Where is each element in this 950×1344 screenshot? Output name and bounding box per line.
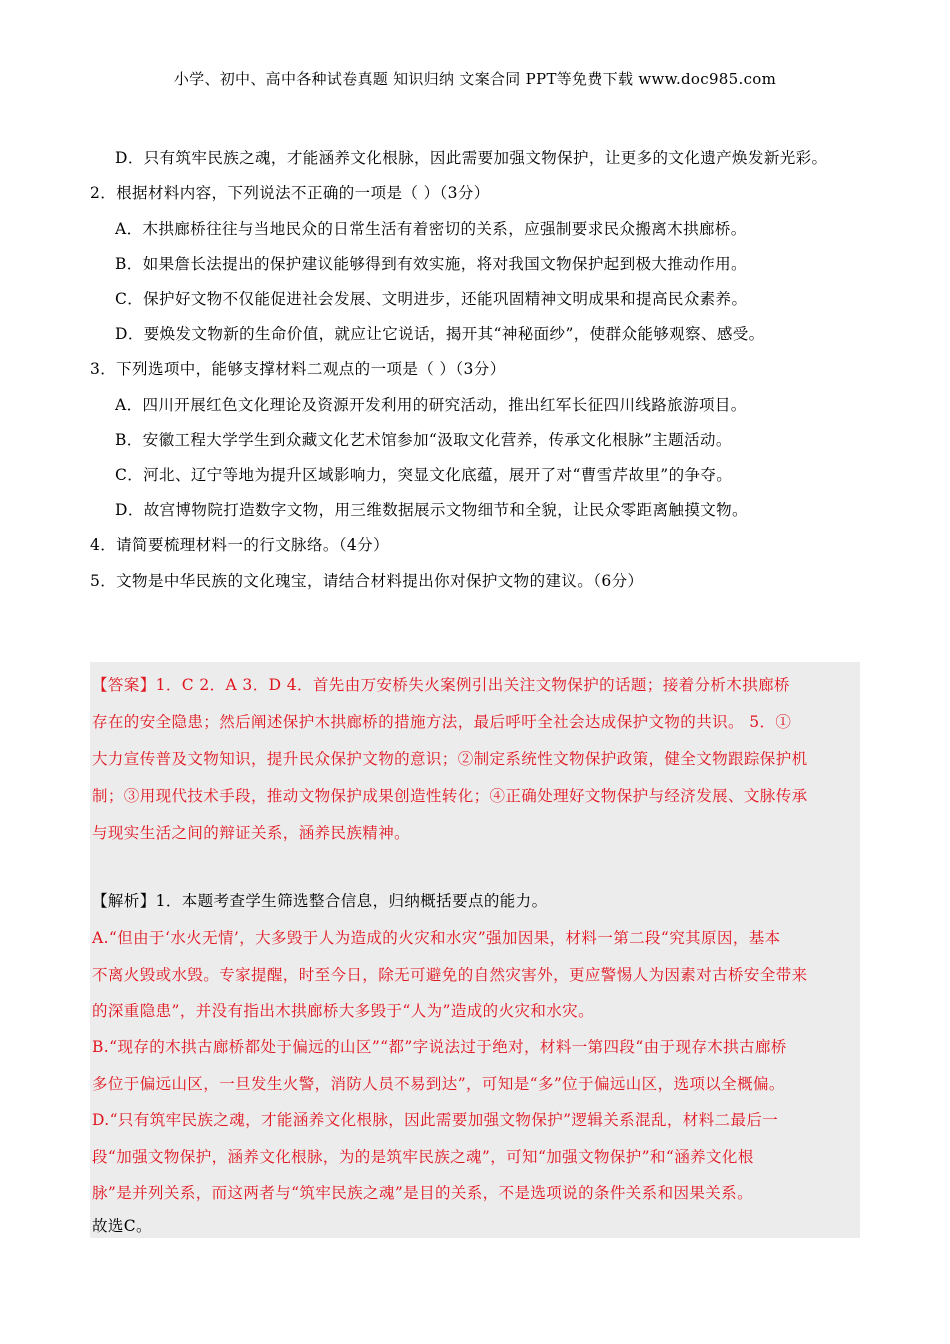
q2-option-a: A．木拱廊桥往往与当地民众的日常生活有着密切的关系，应强制要求民众搬离木拱廊桥。 (115, 220, 747, 238)
answer-line-5: 与现实生活之间的辩证关系，涵养民族精神。 (92, 824, 411, 842)
q2-stem: 2．根据材料内容，下列说法不正确的一项是（ ）（3分） (90, 184, 490, 202)
page-header: 小学、初中、高中各种试卷真题 知识归纳 文案合同 PPT等免费下载 www.doc985.com (173, 70, 777, 88)
answer-line-3: 大力宣传普及文物知识，提升民众保护文物的意识；②制定系统性文物保护政策，健全文物跟踪保护机 (92, 750, 808, 768)
analysis-line-9: 脉”是并列关系，而这两者与“筑牢民族之魂”是目的关系，不是选项说的条件关系和因果关系。 (92, 1184, 753, 1202)
q1-option-d: D．只有筑牢民族之魂，才能涵养文化根脉，因此需要加强文物保护，让更多的文化遗产焕发新光彩。 (115, 149, 828, 167)
answer-line-1: 【答案】1．C 2．A 3．D 4．首先由万安桥失火案例引出关注文物保护的话题；接着分析木拱廊桥 (92, 676, 790, 694)
analysis-line-5: B.“现存的木拱古廊桥都处于偏远的山区”“都”字说法过于绝对，材料一第四段“由于现存木拱古廊桥 (92, 1038, 787, 1056)
answer-line-2: 存在的安全隐患；然后阐述保护木拱廊桥的措施方法，最后呼吁全社会达成保护文物的共识。 5．① (92, 713, 792, 731)
q3-stem: 3．下列选项中，能够支撑材料二观点的一项是（ ）（3分） (90, 360, 506, 378)
q3-option-c: C．河北、辽宁等地为提升区域影响力，突显文化底蕴，展开了对“曹雪芹故里”的争夺。 (115, 466, 733, 484)
analysis-line-8: 段“加强文物保护，涵养文化根脉，为的是筑牢民族之魂”，可知“加强文物保护”和“涵养文化根 (92, 1148, 754, 1166)
analysis-line-6: 多位于偏远山区，一旦发生火警，消防人员不易到达”，可知是“多”位于偏远山区，选项以全概偏。 (92, 1075, 785, 1093)
q2-option-c: C．保护好文物不仅能促进社会发展、文明进步，还能巩固精神文明成果和提高民众素养。 (115, 290, 748, 308)
analysis-line-1: 【解析】1．本题考查学生筛选整合信息，归纳概括要点的能力。 (92, 892, 548, 910)
q3-option-d: D．故宫博物院打造数字文物，用三维数据展示文物细节和全貌，让民众零距离触摸文物。 (115, 501, 748, 519)
analysis-line-3: 不离火毁或水毁。专家提醒，时至今日，除无可避免的自然灾害外，更应警惕人为因素对古桥安全带来 (92, 966, 808, 984)
analysis-line-2: A.“但由于‘水火无情’，大多毁于人为造成的火灾和水灾”强加因果，材料一第二段“究其原因，基本 (92, 929, 781, 947)
q3-option-a: A．四川开展红色文化理论及资源开发利用的研究活动，推出红军长征四川线路旅游项目。 (115, 396, 747, 414)
q5-stem: 5．文物是中华民族的文化瑰宝，请结合材料提出你对保护文物的建议。（6分） (90, 572, 644, 590)
answer-line-4: 制；③用现代技术手段，推动文物保护成果创造性转化；④正确处理好文物保护与经济发展、文脉传承 (92, 787, 808, 805)
analysis-conclusion: 故选C。 (92, 1217, 152, 1235)
q2-option-d: D．要焕发文物新的生命价值，就应让它说话，揭开其“神秘面纱”，使群众能够观察、感受。 (115, 325, 765, 343)
analysis-line-4: 的深重隐患”，并没有指出木拱廊桥大多毁于“人为”造成的火灾和水灾。 (92, 1002, 594, 1020)
q4-stem: 4．请简要梳理材料一的行文脉络。（4分） (90, 536, 389, 554)
q3-option-b: B．安徽工程大学学生到众藏文化艺术馆参加“汲取文化营养，传承文化根脉”主题活动。 (115, 431, 732, 449)
analysis-line-7: D.“只有筑牢民族之魂，才能涵养文化根脉，因此需要加强文物保护”逻辑关系混乱，材料二最后一 (92, 1111, 779, 1129)
q2-option-b: B．如果詹长法提出的保护建议能够得到有效实施，将对我国文物保护起到极大推动作用。 (115, 255, 747, 273)
